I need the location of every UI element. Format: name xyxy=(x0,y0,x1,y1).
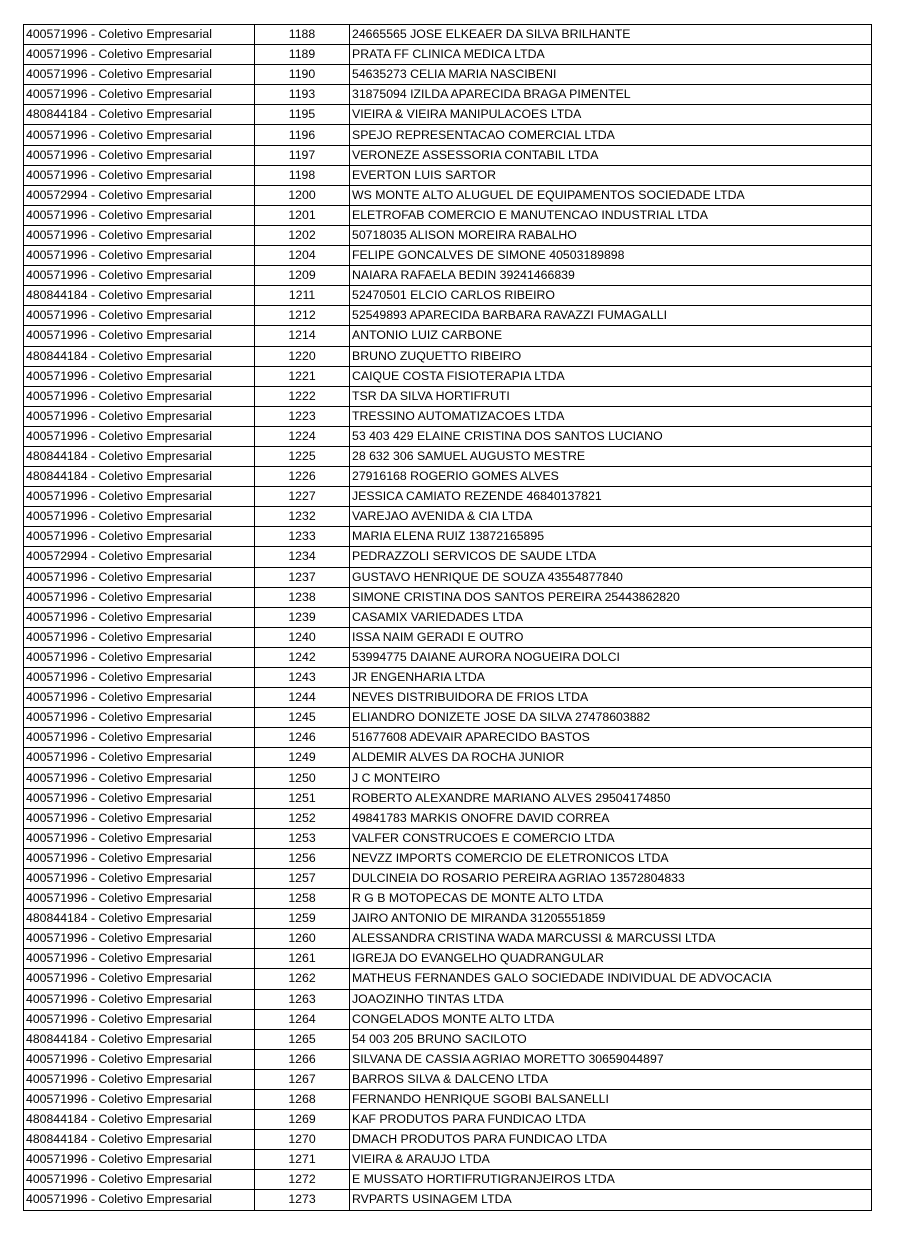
number-cell: 1258 xyxy=(255,889,350,909)
table-row xyxy=(24,1029,872,1049)
contract-cell: 400571996 - Coletivo Empresarial xyxy=(24,426,255,446)
number-cell: 1222 xyxy=(255,386,350,406)
table-row xyxy=(24,1150,872,1170)
contract-cell: 400571996 - Coletivo Empresarial xyxy=(24,266,255,286)
number-cell: 1269 xyxy=(255,1110,350,1130)
company-name-cell: 53994775 DAIANE AURORA NOGUEIRA DOLCI xyxy=(350,647,872,667)
number-cell: 1238 xyxy=(255,587,350,607)
company-name-cell: R G B MOTOPECAS DE MONTE ALTO LTDA xyxy=(350,889,872,909)
number-cell: 1243 xyxy=(255,668,350,688)
table-row xyxy=(24,105,872,125)
contract-cell: 400571996 - Coletivo Empresarial xyxy=(24,768,255,788)
company-name-cell: EVERTON LUIS SARTOR xyxy=(350,165,872,185)
table-row xyxy=(24,627,872,647)
number-cell: 1225 xyxy=(255,446,350,466)
company-name-cell: FERNANDO HENRIQUE SGOBI BALSANELLI xyxy=(350,1089,872,1109)
company-name-cell: FELIPE GONCALVES DE SIMONE 40503189898 xyxy=(350,246,872,266)
number-cell: 1260 xyxy=(255,929,350,949)
company-name-cell: DULCINEIA DO ROSARIO PEREIRA AGRIAO 13572804833 xyxy=(350,868,872,888)
number-cell: 1251 xyxy=(255,788,350,808)
number-cell: 1246 xyxy=(255,728,350,748)
table-row xyxy=(24,65,872,85)
contract-cell: 480844184 - Coletivo Empresarial xyxy=(24,1110,255,1130)
contract-cell: 400571996 - Coletivo Empresarial xyxy=(24,125,255,145)
company-name-cell: NAIARA RAFAELA BEDIN 39241466839 xyxy=(350,266,872,286)
contract-cell: 400571996 - Coletivo Empresarial xyxy=(24,326,255,346)
contract-cell: 400571996 - Coletivo Empresarial xyxy=(24,366,255,386)
number-cell: 1223 xyxy=(255,406,350,426)
contract-cell: 400571996 - Coletivo Empresarial xyxy=(24,929,255,949)
number-cell: 1263 xyxy=(255,989,350,1009)
number-cell: 1252 xyxy=(255,808,350,828)
company-name-cell: 52470501 ELCIO CARLOS RIBEIRO xyxy=(350,286,872,306)
company-name-cell: NEVZZ IMPORTS COMERCIO DE ELETRONICOS LTDA xyxy=(350,848,872,868)
table-row xyxy=(24,1110,872,1130)
contract-cell: 400571996 - Coletivo Empresarial xyxy=(24,728,255,748)
contract-cell: 400571996 - Coletivo Empresarial xyxy=(24,1069,255,1089)
company-name-cell: 54 003 205 BRUNO SACILOTO xyxy=(350,1029,872,1049)
contract-cell: 400571996 - Coletivo Empresarial xyxy=(24,848,255,868)
company-name-cell: WS MONTE ALTO ALUGUEL DE EQUIPAMENTOS SOCIEDADE LTDA xyxy=(350,185,872,205)
number-cell: 1256 xyxy=(255,848,350,868)
table-row xyxy=(24,949,872,969)
contract-cell: 400571996 - Coletivo Empresarial xyxy=(24,225,255,245)
company-name-cell: JESSICA CAMIATO REZENDE 46840137821 xyxy=(350,487,872,507)
contract-cell: 400571996 - Coletivo Empresarial xyxy=(24,145,255,165)
contract-cell: 400572994 - Coletivo Empresarial xyxy=(24,547,255,567)
table-row xyxy=(24,286,872,306)
number-cell: 1239 xyxy=(255,607,350,627)
company-name-cell: VERONEZE ASSESSORIA CONTABIL LTDA xyxy=(350,145,872,165)
table-row xyxy=(24,326,872,346)
company-name-cell: 50718035 ALISON MOREIRA RABALHO xyxy=(350,225,872,245)
number-cell: 1249 xyxy=(255,748,350,768)
number-cell: 1197 xyxy=(255,145,350,165)
company-name-cell: NEVES DISTRIBUIDORA DE FRIOS LTDA xyxy=(350,688,872,708)
contract-cell: 400571996 - Coletivo Empresarial xyxy=(24,45,255,65)
table-row xyxy=(24,1089,872,1109)
table-row xyxy=(24,868,872,888)
number-cell: 1224 xyxy=(255,426,350,446)
number-cell: 1253 xyxy=(255,828,350,848)
table-row xyxy=(24,929,872,949)
company-name-cell: VALFER CONSTRUCOES E COMERCIO LTDA xyxy=(350,828,872,848)
number-cell: 1264 xyxy=(255,1009,350,1029)
number-cell: 1227 xyxy=(255,487,350,507)
table-row xyxy=(24,1190,872,1210)
table-row xyxy=(24,225,872,245)
number-cell: 1237 xyxy=(255,567,350,587)
table-row xyxy=(24,768,872,788)
table-row xyxy=(24,406,872,426)
company-name-cell: ISSA NAIM GERADI E OUTRO xyxy=(350,627,872,647)
contract-cell: 400571996 - Coletivo Empresarial xyxy=(24,1190,255,1210)
number-cell: 1195 xyxy=(255,105,350,125)
contract-cell: 400571996 - Coletivo Empresarial xyxy=(24,688,255,708)
table-row xyxy=(24,788,872,808)
table-row xyxy=(24,567,872,587)
number-cell: 1190 xyxy=(255,65,350,85)
number-cell: 1257 xyxy=(255,868,350,888)
table-row xyxy=(24,688,872,708)
number-cell: 1202 xyxy=(255,225,350,245)
contract-cell: 400571996 - Coletivo Empresarial xyxy=(24,1049,255,1069)
contract-cell: 400571996 - Coletivo Empresarial xyxy=(24,527,255,547)
table-row xyxy=(24,185,872,205)
number-cell: 1211 xyxy=(255,286,350,306)
number-cell: 1270 xyxy=(255,1130,350,1150)
contract-cell: 480844184 - Coletivo Empresarial xyxy=(24,105,255,125)
table-row xyxy=(24,205,872,225)
table-row xyxy=(24,306,872,326)
contract-cell: 400571996 - Coletivo Empresarial xyxy=(24,1170,255,1190)
number-cell: 1200 xyxy=(255,185,350,205)
table-row xyxy=(24,547,872,567)
company-name-cell: ALESSANDRA CRISTINA WADA MARCUSSI & MARCUSSI LTDA xyxy=(350,929,872,949)
company-name-cell: 51677608 ADEVAIR APARECIDO BASTOS xyxy=(350,728,872,748)
number-cell: 1209 xyxy=(255,266,350,286)
company-name-cell: JOAOZINHO TINTAS LTDA xyxy=(350,989,872,1009)
contract-cell: 480844184 - Coletivo Empresarial xyxy=(24,346,255,366)
company-name-cell: SPEJO REPRESENTACAO COMERCIAL LTDA xyxy=(350,125,872,145)
table-row xyxy=(24,607,872,627)
number-cell: 1221 xyxy=(255,366,350,386)
table-row xyxy=(24,748,872,768)
contract-cell: 400571996 - Coletivo Empresarial xyxy=(24,748,255,768)
number-cell: 1204 xyxy=(255,246,350,266)
company-name-cell: 28 632 306 SAMUEL AUGUSTO MESTRE xyxy=(350,446,872,466)
number-cell: 1232 xyxy=(255,507,350,527)
number-cell: 1261 xyxy=(255,949,350,969)
number-cell: 1265 xyxy=(255,1029,350,1049)
number-cell: 1220 xyxy=(255,346,350,366)
number-cell: 1214 xyxy=(255,326,350,346)
table-row xyxy=(24,808,872,828)
company-name-cell: VIEIRA & ARAUJO LTDA xyxy=(350,1150,872,1170)
company-name-cell: 27916168 ROGERIO GOMES ALVES xyxy=(350,467,872,487)
company-name-cell: SILVANA DE CASSIA AGRIAO MORETTO 30659044897 xyxy=(350,1049,872,1069)
company-name-cell: 24665565 JOSE ELKEAER DA SILVA BRILHANTE xyxy=(350,25,872,45)
contract-cell: 400571996 - Coletivo Empresarial xyxy=(24,205,255,225)
company-name-cell: CONGELADOS MONTE ALTO LTDA xyxy=(350,1009,872,1029)
number-cell: 1193 xyxy=(255,85,350,105)
company-name-cell: CAIQUE COSTA FISIOTERAPIA LTDA xyxy=(350,366,872,386)
table-row xyxy=(24,25,872,45)
company-name-cell: IGREJA DO EVANGELHO QUADRANGULAR xyxy=(350,949,872,969)
company-name-cell: VAREJAO AVENIDA & CIA LTDA xyxy=(350,507,872,527)
table-row xyxy=(24,386,872,406)
contract-cell: 400571996 - Coletivo Empresarial xyxy=(24,306,255,326)
table-body xyxy=(24,25,872,1211)
number-cell: 1233 xyxy=(255,527,350,547)
table-row xyxy=(24,507,872,527)
contract-cell: 480844184 - Coletivo Empresarial xyxy=(24,446,255,466)
company-name-cell: TSR DA SILVA HORTIFRUTI xyxy=(350,386,872,406)
contract-cell: 400571996 - Coletivo Empresarial xyxy=(24,647,255,667)
table-row xyxy=(24,848,872,868)
table-row xyxy=(24,708,872,728)
number-cell: 1196 xyxy=(255,125,350,145)
contract-cell: 400571996 - Coletivo Empresarial xyxy=(24,567,255,587)
company-name-cell: KAF PRODUTOS PARA FUNDICAO LTDA xyxy=(350,1110,872,1130)
contract-cell: 400571996 - Coletivo Empresarial xyxy=(24,487,255,507)
contract-cell: 400571996 - Coletivo Empresarial xyxy=(24,868,255,888)
contract-cell: 400571996 - Coletivo Empresarial xyxy=(24,165,255,185)
table-row xyxy=(24,266,872,286)
company-name-cell: 52549893 APARECIDA BARBARA RAVAZZI FUMAGALLI xyxy=(350,306,872,326)
table-row xyxy=(24,366,872,386)
number-cell: 1198 xyxy=(255,165,350,185)
number-cell: 1234 xyxy=(255,547,350,567)
company-name-cell: 49841783 MARKIS ONOFRE DAVID CORREA xyxy=(350,808,872,828)
company-name-cell: TRESSINO AUTOMATIZACOES LTDA xyxy=(350,406,872,426)
company-name-cell: ELIANDRO DONIZETE JOSE DA SILVA 27478603882 xyxy=(350,708,872,728)
number-cell: 1226 xyxy=(255,467,350,487)
table-row xyxy=(24,346,872,366)
contract-cell: 480844184 - Coletivo Empresarial xyxy=(24,286,255,306)
contract-cell: 400571996 - Coletivo Empresarial xyxy=(24,507,255,527)
contract-cell: 400571996 - Coletivo Empresarial xyxy=(24,949,255,969)
number-cell: 1201 xyxy=(255,205,350,225)
number-cell: 1188 xyxy=(255,25,350,45)
company-name-cell: JR ENGENHARIA LTDA xyxy=(350,668,872,688)
company-name-cell: BRUNO ZUQUETTO RIBEIRO xyxy=(350,346,872,366)
contract-cell: 400571996 - Coletivo Empresarial xyxy=(24,85,255,105)
contract-cell: 400571996 - Coletivo Empresarial xyxy=(24,969,255,989)
table-row xyxy=(24,1049,872,1069)
company-name-cell: BARROS SILVA & DALCENO LTDA xyxy=(350,1069,872,1089)
number-cell: 1244 xyxy=(255,688,350,708)
contract-cell: 400571996 - Coletivo Empresarial xyxy=(24,989,255,1009)
table-row xyxy=(24,125,872,145)
contract-cell: 480844184 - Coletivo Empresarial xyxy=(24,909,255,929)
number-cell: 1242 xyxy=(255,647,350,667)
contract-cell: 400571996 - Coletivo Empresarial xyxy=(24,828,255,848)
company-name-cell: J C MONTEIRO xyxy=(350,768,872,788)
company-name-cell: MATHEUS FERNANDES GALO SOCIEDADE INDIVIDUAL DE ADVOCACIA xyxy=(350,969,872,989)
contract-cell: 400571996 - Coletivo Empresarial xyxy=(24,587,255,607)
number-cell: 1240 xyxy=(255,627,350,647)
table-row xyxy=(24,1069,872,1089)
company-name-cell: VIEIRA & VIEIRA MANIPULACOES LTDA xyxy=(350,105,872,125)
company-name-cell: RVPARTS USINAGEM LTDA xyxy=(350,1190,872,1210)
contract-cell: 480844184 - Coletivo Empresarial xyxy=(24,467,255,487)
company-name-cell: PRATA FF CLINICA MEDICA LTDA xyxy=(350,45,872,65)
table-row xyxy=(24,668,872,688)
contract-cell: 400571996 - Coletivo Empresarial xyxy=(24,246,255,266)
table-row xyxy=(24,446,872,466)
contract-cell: 400571996 - Coletivo Empresarial xyxy=(24,668,255,688)
number-cell: 1262 xyxy=(255,969,350,989)
company-name-cell: ROBERTO ALEXANDRE MARIANO ALVES 29504174850 xyxy=(350,788,872,808)
table-row xyxy=(24,1009,872,1029)
number-cell: 1212 xyxy=(255,306,350,326)
table-row xyxy=(24,1130,872,1150)
number-cell: 1273 xyxy=(255,1190,350,1210)
table-row xyxy=(24,1170,872,1190)
contract-cell: 400571996 - Coletivo Empresarial xyxy=(24,1089,255,1109)
table-row xyxy=(24,647,872,667)
table-row xyxy=(24,45,872,65)
table-row xyxy=(24,889,872,909)
table-row xyxy=(24,587,872,607)
company-name-cell: E MUSSATO HORTIFRUTIGRANJEIROS LTDA xyxy=(350,1170,872,1190)
company-name-cell: GUSTAVO HENRIQUE DE SOUZA 43554877840 xyxy=(350,567,872,587)
table-row xyxy=(24,145,872,165)
contract-cell: 400571996 - Coletivo Empresarial xyxy=(24,808,255,828)
contract-cell: 400572994 - Coletivo Empresarial xyxy=(24,185,255,205)
contract-cell: 480844184 - Coletivo Empresarial xyxy=(24,1130,255,1150)
contract-cell: 400571996 - Coletivo Empresarial xyxy=(24,627,255,647)
company-name-cell: JAIRO ANTONIO DE MIRANDA 31205551859 xyxy=(350,909,872,929)
number-cell: 1259 xyxy=(255,909,350,929)
table-row xyxy=(24,527,872,547)
table-row xyxy=(24,728,872,748)
table-row xyxy=(24,828,872,848)
table-row xyxy=(24,989,872,1009)
company-name-cell: ALDEMIR ALVES DA ROCHA JUNIOR xyxy=(350,748,872,768)
company-name-cell: DMACH PRODUTOS PARA FUNDICAO LTDA xyxy=(350,1130,872,1150)
table-row xyxy=(24,467,872,487)
number-cell: 1267 xyxy=(255,1069,350,1089)
contract-cell: 400571996 - Coletivo Empresarial xyxy=(24,386,255,406)
number-cell: 1245 xyxy=(255,708,350,728)
table-row xyxy=(24,165,872,185)
company-name-cell: 54635273 CELIA MARIA NASCIBENI xyxy=(350,65,872,85)
company-name-cell: 53 403 429 ELAINE CRISTINA DOS SANTOS LUCIANO xyxy=(350,426,872,446)
contracts-table xyxy=(23,24,872,1211)
company-name-cell: ELETROFAB COMERCIO E MANUTENCAO INDUSTRIAL LTDA xyxy=(350,205,872,225)
number-cell: 1250 xyxy=(255,768,350,788)
company-name-cell: MARIA ELENA RUIZ 13872165895 xyxy=(350,527,872,547)
contract-cell: 400571996 - Coletivo Empresarial xyxy=(24,1009,255,1029)
table-row xyxy=(24,487,872,507)
contract-cell: 400571996 - Coletivo Empresarial xyxy=(24,708,255,728)
contract-cell: 400571996 - Coletivo Empresarial xyxy=(24,25,255,45)
contract-cell: 400571996 - Coletivo Empresarial xyxy=(24,889,255,909)
contract-cell: 480844184 - Coletivo Empresarial xyxy=(24,1029,255,1049)
company-name-cell: PEDRAZZOLI SERVICOS DE SAUDE LTDA xyxy=(350,547,872,567)
company-name-cell: 31875094 IZILDA APARECIDA BRAGA PIMENTEL xyxy=(350,85,872,105)
company-name-cell: ANTONIO LUIZ CARBONE xyxy=(350,326,872,346)
contract-cell: 400571996 - Coletivo Empresarial xyxy=(24,406,255,426)
contract-cell: 400571996 - Coletivo Empresarial xyxy=(24,607,255,627)
number-cell: 1189 xyxy=(255,45,350,65)
number-cell: 1272 xyxy=(255,1170,350,1190)
contract-cell: 400571996 - Coletivo Empresarial xyxy=(24,1150,255,1170)
contract-cell: 400571996 - Coletivo Empresarial xyxy=(24,788,255,808)
number-cell: 1271 xyxy=(255,1150,350,1170)
table-row xyxy=(24,246,872,266)
table-row xyxy=(24,85,872,105)
company-name-cell: SIMONE CRISTINA DOS SANTOS PEREIRA 25443862820 xyxy=(350,587,872,607)
table-row xyxy=(24,426,872,446)
contract-cell: 400571996 - Coletivo Empresarial xyxy=(24,65,255,85)
number-cell: 1268 xyxy=(255,1089,350,1109)
number-cell: 1266 xyxy=(255,1049,350,1069)
table-row xyxy=(24,969,872,989)
table-row xyxy=(24,909,872,929)
company-name-cell: CASAMIX VARIEDADES LTDA xyxy=(350,607,872,627)
